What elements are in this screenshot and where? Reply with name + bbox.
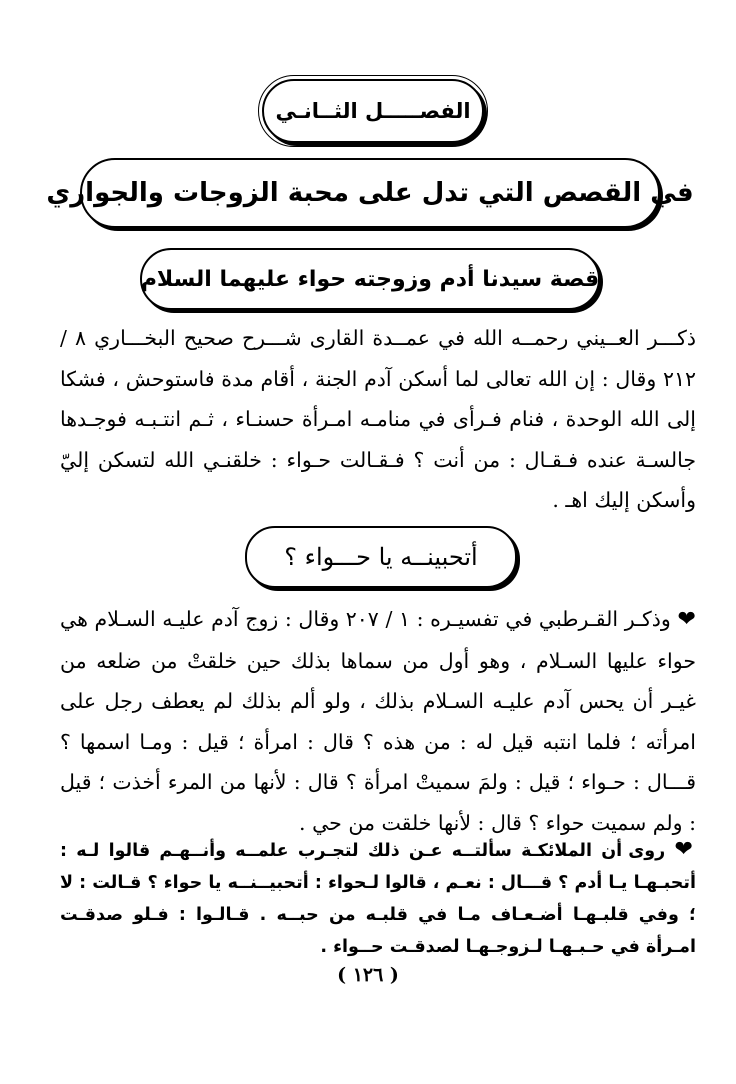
heading-2-frame: [245, 526, 517, 588]
heading-2: أتحبينــه يا حـــواء ؟: [284, 543, 478, 571]
story-title: قصة سيدنا أدم وزوجته حواء عليهما السلام: [140, 266, 600, 292]
chapter-label-frame: [262, 79, 484, 143]
heart-icon: ❤: [674, 837, 697, 862]
paragraph-2: [60, 599, 696, 843]
paragraph-1: [60, 318, 696, 521]
paragraph-3: [60, 834, 696, 963]
page-number: ( ١٢٦ ): [337, 964, 399, 986]
paragraph-1-text: ذكـــر العــيني رحمــه الله في عمــدة القارى شـــرح صحيح البخـــاري ٨ / ٢١٢ وقال : إن الله تعالى لما أسكن آدم الجنة ، أقام مدة فاستوحش ، فشكا إلى الله الوحدة ، فنام فـرأى في منامـه امـرأة حسنـاء ، ثـم انتـبـه فوجـدها جالسـة عنده فـقـال : من أنت ؟ فـقـالت حـواء : خلقنـي الله لتسكن إليّ وأسكن إليك اهـ .: [60, 326, 696, 512]
paragraph-3-text: روى أن الملائكـة سألتــه عـن ذلك لتجـرب علمــه وأنــهـم قالوا لـه : أتحبـهـا يـا أدم ؟ قـــال : نعـم ، قالوا لـحواء : أتحبيــنــه يا حواء ؟ قـالت : لا ؛ وفي قلبـهـا أضـعـاف مـا في قلبـه من حبــه . قـالـوا : فـلو صدقـت امـرأة في حـبـهـا لـزوجـهـا لصدقـت حــواء .: [60, 841, 696, 957]
section-title-frame: [46, 158, 694, 228]
story-title-frame: [140, 248, 600, 310]
section-title: في القصص التي تدل على محبة الزوجات والجواري: [46, 178, 694, 208]
paragraph-2-text: وذكـر القـرطبي في تفسيـره : ١ / ٢٠٧ وقال : زوج آدم عليـه السـلام هي حواء عليها السـلام ، وهو أول من سماها بذلك حين خلقتْ من ضلعه من غيـر أن يحس آدم عليـه السـلام بذلك ، ولو ألم بذلك لم يعطف رجل على امرأته ؛ فلما انتبه قيل له : من هذه ؟ قال : امرأة ؛ قيل : ومـا اسمها ؟ قـــال : حـواء ؛ قيل : ولمَ سميتْ امرأة ؟ قال : لأنها من المرء أخذت ؛ قيل : ولم سميت حواء ؟ قال : لأنها خلقت من حي .: [60, 607, 696, 835]
chapter-label: الفصـــــل الثــانـي: [275, 99, 471, 123]
heart-icon: ❤: [677, 607, 696, 632]
